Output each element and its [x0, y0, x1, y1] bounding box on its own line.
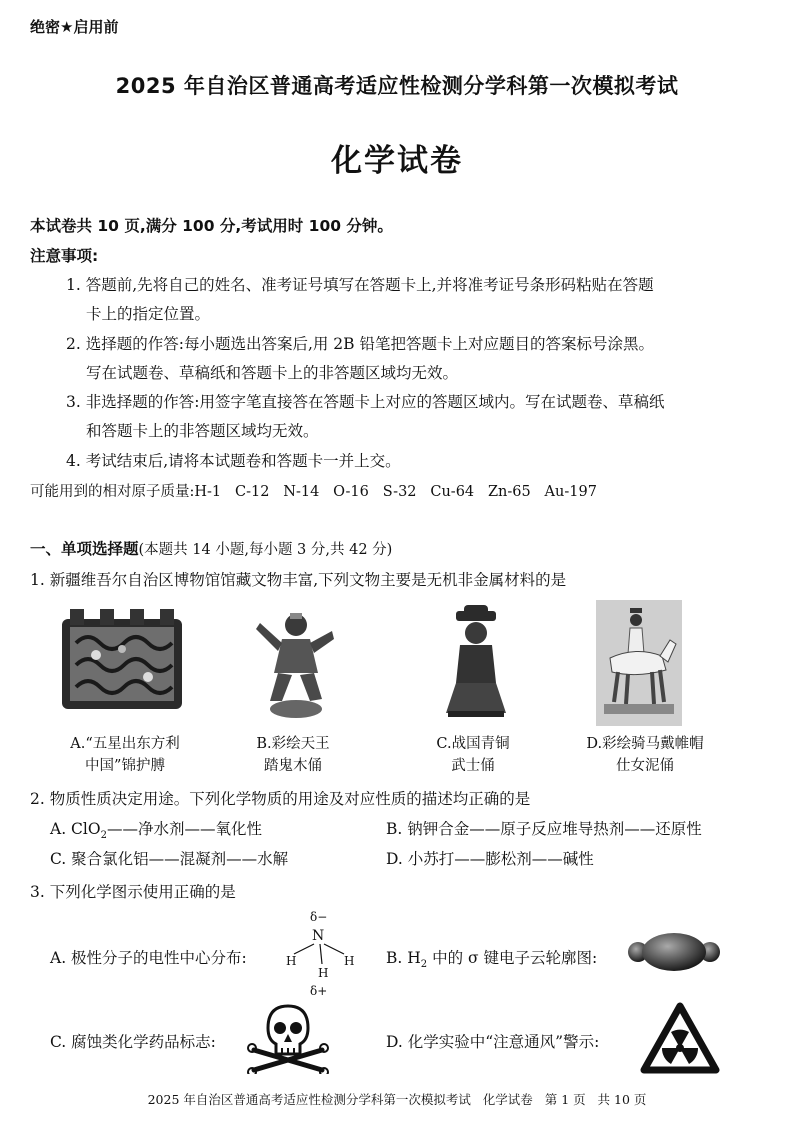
q2-option-b: B. 钠钾合金——原子反应堆导热剂——还原性	[386, 820, 702, 838]
hydrogen-atom-right: H	[344, 954, 355, 968]
notice-item-4: 4. 考试结束后,请将本试题卷和答题卡一并上交。	[66, 452, 401, 470]
section-note: (本题共 14 小题,每小题 3 分,共 42 分)	[138, 542, 393, 558]
page-footer: 2025 年自治区普通高考适应性检测分学科第一次模拟考试 化学试卷 第 1 页 共 10 页	[147, 1092, 647, 1107]
exam-summary: 本试卷共 10 页,满分 100 分,考试用时 100 分钟。	[30, 217, 393, 235]
notice-item-3b: 和答题卡上的非答题区域均无效。	[86, 422, 319, 440]
section-heading	[30, 537, 392, 559]
delta-plus-label: δ+	[310, 984, 328, 998]
q1-option-c: C.战国青铜 武士俑	[436, 736, 510, 774]
q1-option-a: A.“五星出东方利 中国”锦护膊	[70, 736, 180, 774]
q1-option-b: B.彩绘天王 踏鬼木俑	[256, 736, 330, 774]
q2-option-d: D. 小苏打——膨松剂——碱性	[386, 850, 594, 868]
hydrogen-atom-left: H	[286, 954, 297, 968]
subject-title: 化学试卷	[331, 143, 463, 179]
q1-option-d: D.彩绘骑马戴帷帽 仕女泥俑	[586, 736, 704, 774]
question-3-stem: 3. 下列化学图示使用正确的是	[30, 883, 236, 901]
atomic-mass-list: 可能用到的相对原子质量:H-1 C-12 N-14 O-16 S-32 Cu-64 Zn-65 Au-197	[30, 484, 597, 500]
q2-option-a: A. ClO$_2$——净水剂——氧化性	[50, 820, 262, 842]
artifact-a-image	[56, 603, 188, 715]
q3-option-a: A. 极性分子的电性中心分布:	[50, 949, 247, 967]
notice-item-2b: 写在试题卷、草稿纸和答题卡上的非答题区域均无效。	[86, 364, 459, 382]
artifact-d-image	[596, 600, 682, 726]
delta-minus-label: δ−	[310, 910, 328, 924]
nitrogen-atom: N	[312, 928, 325, 944]
artifact-b-image	[230, 603, 362, 715]
artifact-c-image	[410, 603, 542, 715]
section-title: 一、单项选择题	[30, 540, 139, 558]
question-1-stem: 1. 新疆维吾尔自治区博物馆馆藏文物丰富,下列文物主要是无机非金属材料的是	[30, 571, 567, 589]
hydrogen-atom-bottom: H	[318, 966, 329, 980]
notice-item-1a: 1. 答题前,先将自己的姓名、准考证号填写在答题卡上,并将准考证号条形码粘贴在答题	[66, 276, 654, 294]
q3-option-b: B. $H_2$ 中的 σ 键电子云轮廓图:	[386, 949, 598, 971]
q3-option-d: D. 化学实验中“注意通风”警示:	[386, 1033, 600, 1051]
ventilation-warning-icon	[640, 1002, 720, 1074]
exam-title: 2025 年自治区普通高考适应性检测分学科第一次模拟考试	[115, 74, 679, 98]
q3-option-c: C. 腐蚀类化学药品标志:	[50, 1033, 216, 1051]
notice-item-1b: 卡上的指定位置。	[86, 305, 211, 323]
nh3-polarity-diagram	[280, 910, 360, 1000]
skull-crossbones-icon	[246, 1002, 330, 1074]
notice-item-2a: 2. 选择题的作答:每小题选出答案后,用 2B 铅笔把答题卡上对应题目的答案标号涂黑。	[66, 335, 654, 353]
sigma-bond-cloud-icon	[624, 930, 724, 974]
notice-heading: 注意事项:	[30, 247, 99, 265]
question-2-stem: 2. 物质性质决定用途。下列化学物质的用途及对应性质的描述均正确的是	[30, 790, 531, 808]
notice-item-3a: 3. 非选择题的作答:用签字笔直接答在答题卡上对应的答题区域内。写在试题卷、草稿纸	[66, 393, 665, 411]
secret-tag: 绝密★启用前	[30, 18, 119, 36]
q2-option-c: C. 聚合氯化铝——混凝剂——水解	[50, 850, 289, 868]
